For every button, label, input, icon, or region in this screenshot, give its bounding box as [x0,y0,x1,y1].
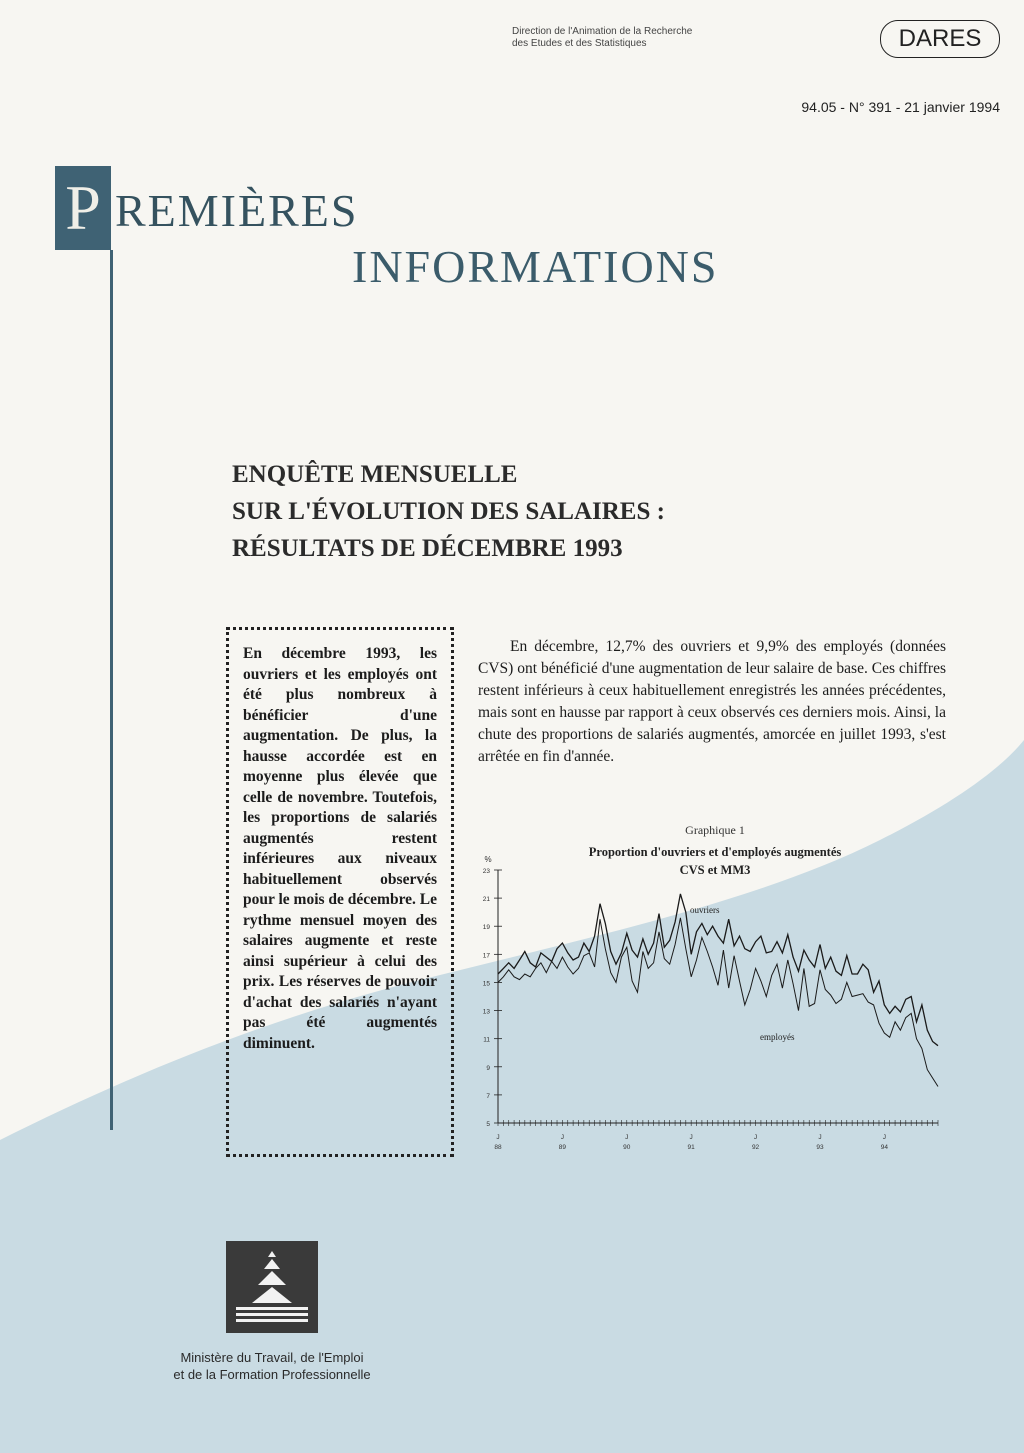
series-line-employes [498,918,938,1087]
summary-box [226,627,454,1157]
x-tick-label-year: 89 [558,1144,567,1151]
title-line-3: RÉSULTATS DE DÉCEMBRE 1993 [232,535,623,562]
series-label-ouvriers: ouvriers [690,905,720,915]
x-tick-label: J [496,1134,500,1141]
x-tick-label-year: 93 [816,1144,824,1151]
title-line-1: ENQUÊTE MENSUELLE [232,461,518,488]
masthead-informations: INFORMATIONS [352,241,719,292]
chart-graphique-1 [470,818,950,1168]
y-tick-label: 15 [482,980,490,988]
ministry-name [140,1349,404,1383]
org-line-1: Direction de l'Animation de la Recherche [512,26,693,37]
ministry-line-2: et de la Formation Professionnelle [173,1367,371,1382]
issuing-directorate [512,26,692,50]
y-tick-label: 9 [486,1064,490,1072]
x-tick-label: J [882,1134,886,1141]
chart-caption: Graphique 1 [685,823,745,837]
chart-y-unit: % [484,855,492,864]
ministry-line-1: Ministère du Travail, de l'Emploi [180,1350,364,1365]
summary-text: En décembre 1993, les ouvriers et les employés ont été plus nombreux à bénéficier d'une augmentation. De plus, la hausse accordée est en moyenne plus élevée que celle de novembre. Toutefois, les proportions de salariés augmentés restent inférieures aux niveaux habituellement observés pour le mois de décembre. Le rythme mensuel moyen des salaires augmente et reste ainsi supérieur à celui des prix. Les réserves de pouvoir d'achat des salariés n'ayant pas été augmentés diminuent. [243,645,438,1052]
series-line-ouvriers [498,894,938,1046]
x-tick-label-year: 94 [880,1144,888,1151]
chart-subtitle: CVS et MM3 [679,863,751,877]
x-tick-label: J [753,1134,758,1141]
ministry-logo [226,1241,318,1333]
y-tick-label: 7 [486,1092,490,1100]
dares-badge: DARES [880,20,1000,58]
x-tick-label-year: 90 [623,1144,631,1151]
x-tick-label: J [560,1134,565,1141]
y-tick-label: 21 [482,896,490,904]
issue-number: 94.05 - N° 391 - 21 janvier 1994 [801,99,1000,115]
y-tick-label: 11 [483,1036,490,1044]
x-tick-label-year: 91 [687,1144,695,1151]
x-tick-label-year: 92 [751,1144,760,1151]
y-tick-label: 5 [486,1121,490,1128]
x-tick-label: J [818,1134,822,1141]
masthead-initial: P [65,172,101,243]
y-tick-label: 19 [482,924,490,932]
series-label-employes: employés [760,1032,795,1042]
org-line-2: des Etudes et des Statistiques [512,38,647,49]
y-tick-label: 23 [482,868,490,875]
x-tick-label: J [625,1134,629,1141]
y-tick-label: 13 [482,1008,490,1016]
article-title [232,456,792,567]
body-paragraph: En décembre, 12,7% des ouvriers et 9,9% des employés (données CVS) ont bénéficié d'une augmentation de leur salaire de base. Ces chiffres restent inférieurs à ceux habituellement enregistrés les années précédentes, mais sont en hausse par rapport à ceux observés ces derniers mois. Ainsi, la chute des proportions de salariés augmentés, amorcée en juillet 1993, s'est arrêtée en fin d'année. [478,638,946,765]
y-tick-label: 17 [482,952,490,960]
x-tick-label: J [689,1134,693,1141]
masthead-rule [110,250,113,1130]
masthead-premieres: REMIÈRES [115,185,359,236]
chart-title: Proportion d'ouvriers et d'employés augmentés [588,845,842,859]
x-tick-label-year: 88 [494,1144,502,1151]
title-line-2: SUR L'ÉVOLUTION DES SALAIRES : [232,498,665,525]
